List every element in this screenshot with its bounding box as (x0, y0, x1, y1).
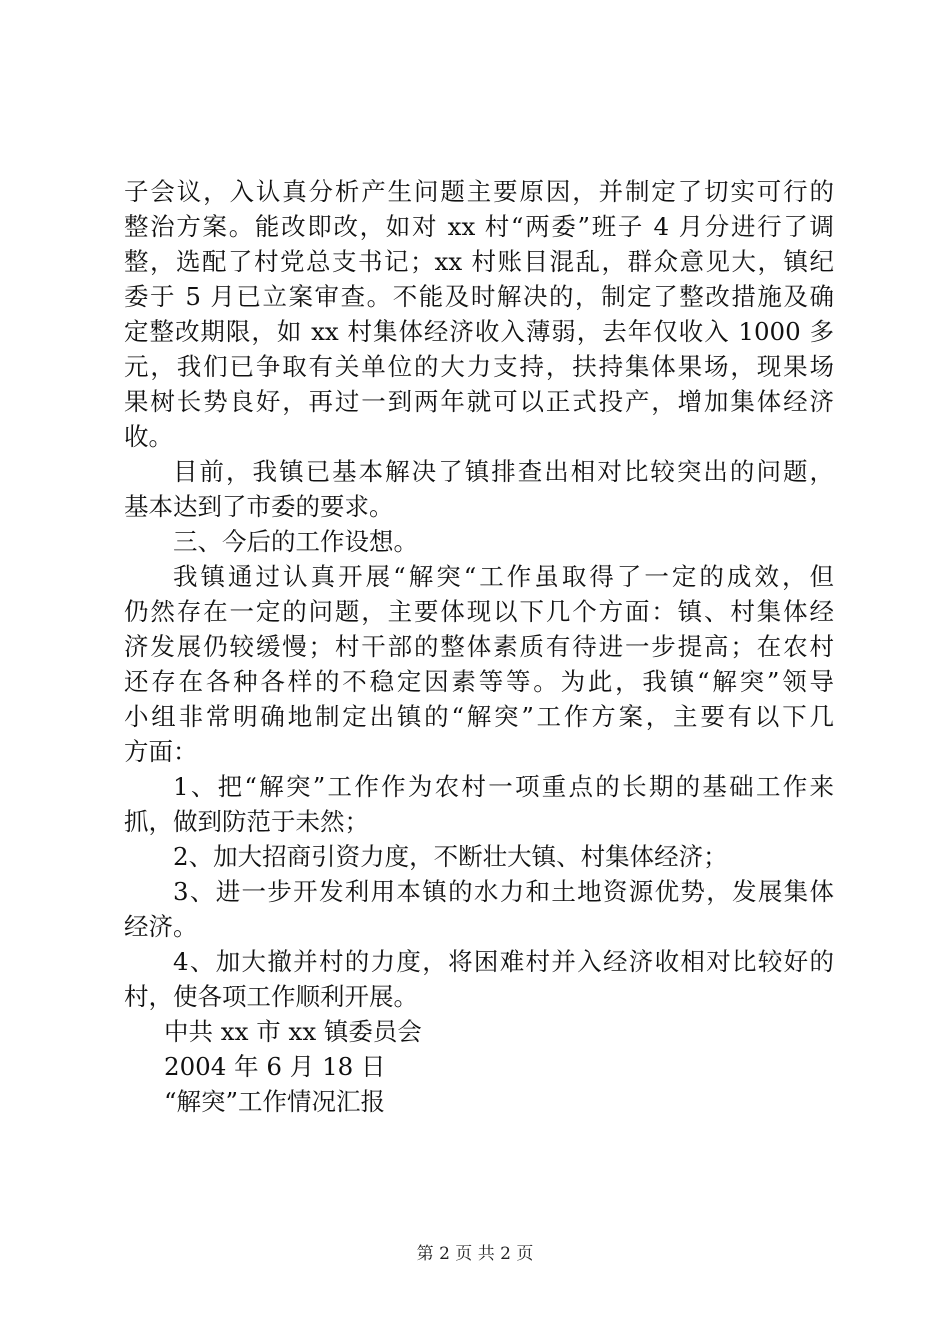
body-line: 基本达到了市委的要求。 (124, 492, 394, 521)
body-line: 整治方案。能改即改，如对 xx 村“两委”班子 4 月分进行了调 (124, 212, 834, 241)
paragraph-plan: 我镇通过认真开展“解突“工作虽取得了一定的成效，但 (173, 562, 834, 591)
body-line: 委于 5 月已立案审查。不能及时解决的，制定了整改措施及确 (124, 282, 834, 311)
document-title: “解突”工作情况汇报 (164, 1087, 386, 1116)
list-item-2: 2、加大招商引资力度，不断壮大镇、村集体经济； (173, 842, 728, 871)
body-line: 整，选配了村党总支书记；xx 村账目混乱，群众意见大，镇纪 (124, 247, 834, 276)
body-line: 定整改期限，如 xx 村集体经济收入薄弱，去年仅收入 1000 多 (124, 317, 834, 346)
body-line: 小组非常明确地制定出镇的“解突”工作方案，主要有以下几 (124, 702, 834, 731)
signature-date: 2004 年 6 月 18 日 (164, 1052, 386, 1081)
body-line: 济发展仍较缓慢；村干部的整体素质有待进一步提高；在农村 (124, 632, 834, 661)
body-line: 元，我们已争取有关单位的大力支持，扶持集体果场，现果场 (124, 352, 834, 381)
body-line: 村，使各项工作顺利开展。 (124, 982, 418, 1011)
list-item-3: 3、进一步开发利用本镇的水力和土地资源优势，发展集体 (173, 877, 834, 906)
body-line: 抓，做到防范于未然； (124, 807, 369, 836)
body-line: 仍然存在一定的问题，主要体现以下几个方面：镇、村集体经 (124, 597, 834, 626)
body-line: 经济。 (124, 912, 198, 941)
paragraph-current-status: 目前，我镇已基本解决了镇排查出相对比较突出的问题， (173, 457, 834, 486)
signature-organization: 中共 xx 市 xx 镇委员会 (164, 1017, 422, 1046)
body-line: 子会议，入认真分析产生问题主要原因，并制定了切实可行的 (124, 177, 834, 206)
body-line: 收。 (124, 422, 173, 451)
body-line: 还存在各种各样的不稳定因素等等。为此，我镇“解突”领导 (124, 667, 834, 696)
body-line: 果树长势良好，再过一到两年就可以正式投产，增加集体经济 (124, 387, 834, 416)
body-line: 方面： (124, 737, 198, 766)
section-heading: 三、今后的工作设想。 (173, 527, 418, 556)
list-item-4: 4、加大撤并村的力度，将困难村并入经济收相对比较好的 (173, 947, 834, 976)
document-body (124, 174, 834, 1119)
page-footer: 第 2 页 共 2 页 (416, 1244, 534, 1264)
list-item-1: 1、把“解突”工作作为农村一项重点的长期的基础工作来 (173, 772, 834, 801)
